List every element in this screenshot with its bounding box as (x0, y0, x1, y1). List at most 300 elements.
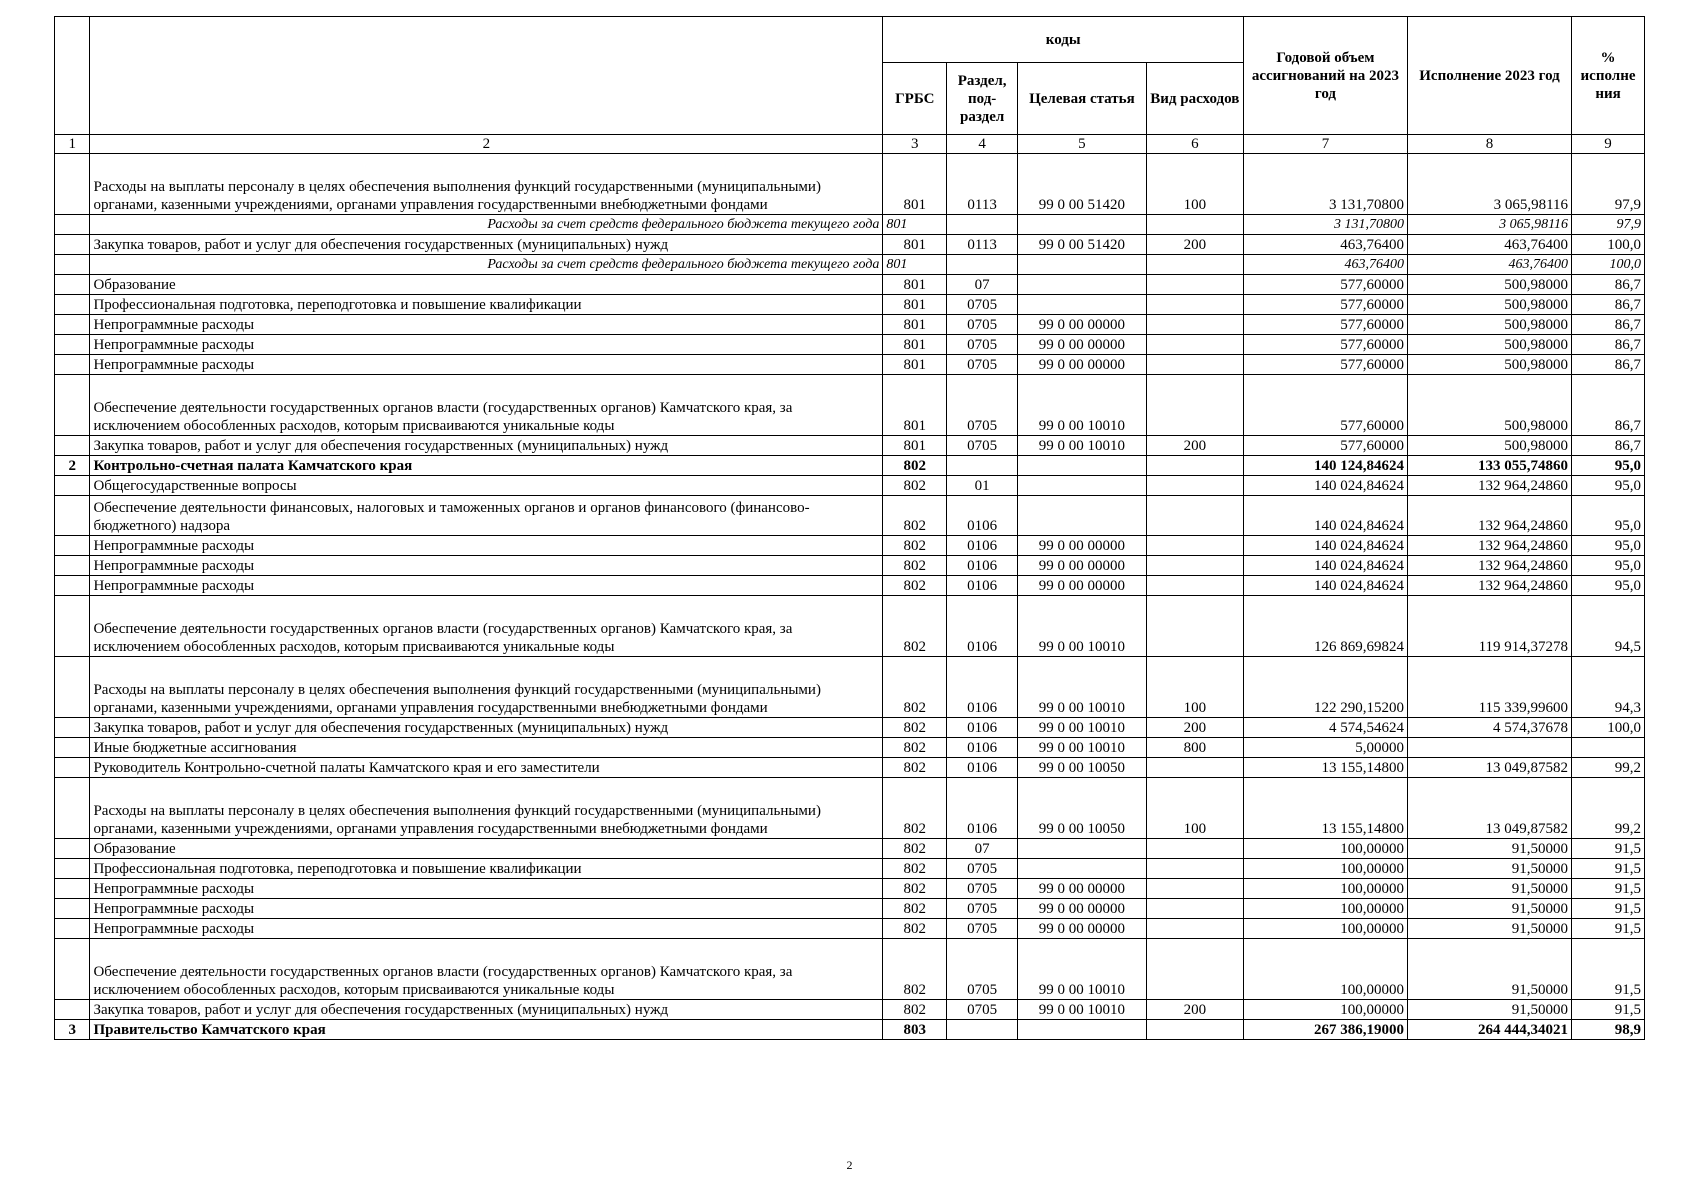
row-section: 0106 (947, 576, 1018, 596)
row-target (1018, 295, 1147, 315)
row-execution: 500,98000 (1407, 275, 1571, 295)
table-row (55, 576, 1645, 596)
row-execution: 115 339,99600 (1407, 657, 1571, 718)
table-row (55, 1020, 1645, 1040)
column-number: 4 (947, 135, 1018, 154)
row-grbs: 801 (883, 215, 947, 235)
row-percent: 98,9 (1572, 1020, 1645, 1040)
row-section: 0705 (947, 295, 1018, 315)
table-row (55, 355, 1645, 375)
table-row (55, 778, 1645, 839)
row-target: 99 0 00 00000 (1018, 315, 1147, 335)
header-empty-num (55, 17, 90, 135)
row-target: 99 0 00 51420 (1018, 154, 1147, 215)
table-row (55, 335, 1645, 355)
row-annual: 577,60000 (1243, 275, 1407, 295)
row-name: Непрограммные расходы (90, 315, 883, 335)
row-execution: 3 065,98116 (1407, 154, 1571, 215)
row-execution: 3 065,98116 (1407, 215, 1571, 235)
row-name: Расходы на выплаты персоналу в целях обеспечения выполнения функций государственными (муниципальными) органами, казенными учреждениями, органами управления государственными внебюджетными фондами (90, 778, 883, 839)
table-row (55, 879, 1645, 899)
table-row (55, 839, 1645, 859)
row-expense-type (1146, 596, 1243, 657)
row-execution: 91,50000 (1407, 879, 1571, 899)
table-row (55, 738, 1645, 758)
table-row (55, 456, 1645, 476)
table-row (55, 1000, 1645, 1020)
row-annual: 100,00000 (1243, 919, 1407, 939)
row-section (947, 456, 1018, 476)
row-target: 99 0 00 10050 (1018, 758, 1147, 778)
row-grbs: 801 (883, 295, 947, 315)
row-execution: 132 964,24860 (1407, 536, 1571, 556)
row-grbs: 802 (883, 919, 947, 939)
row-target: 99 0 00 10010 (1018, 375, 1147, 436)
table-row (55, 496, 1645, 536)
row-execution: 4 574,37678 (1407, 718, 1571, 738)
row-number (55, 275, 90, 295)
row-execution: 500,98000 (1407, 335, 1571, 355)
row-number (55, 556, 90, 576)
column-number: 5 (1018, 135, 1147, 154)
row-name: Расходы за счет средств федерального бюджета текущего года (90, 255, 883, 275)
row-percent: 86,7 (1572, 275, 1645, 295)
row-percent: 99,2 (1572, 778, 1645, 839)
row-target (1018, 859, 1147, 879)
row-percent: 100,0 (1572, 718, 1645, 738)
row-section: 0705 (947, 436, 1018, 456)
row-annual: 4 574,54624 (1243, 718, 1407, 738)
row-annual: 100,00000 (1243, 939, 1407, 1000)
row-grbs: 801 (883, 275, 947, 295)
header-section: Раздел, под-раздел (947, 63, 1018, 135)
row-expense-type: 100 (1146, 657, 1243, 718)
table-row (55, 255, 1645, 275)
row-annual: 577,60000 (1243, 295, 1407, 315)
row-section: 0705 (947, 939, 1018, 1000)
row-number (55, 295, 90, 315)
row-expense-type (1146, 1020, 1243, 1040)
table-row (55, 657, 1645, 718)
table-row (55, 215, 1645, 235)
row-section: 0705 (947, 919, 1018, 939)
row-expense-type: 800 (1146, 738, 1243, 758)
row-target (1018, 255, 1147, 275)
row-number (55, 536, 90, 556)
row-grbs: 803 (883, 1020, 947, 1040)
row-expense-type (1146, 496, 1243, 536)
row-expense-type (1146, 939, 1243, 1000)
row-name: Непрограммные расходы (90, 335, 883, 355)
row-name: Закупка товаров, работ и услуг для обеспечения государственных (муниципальных) нужд (90, 1000, 883, 1020)
row-execution: 91,50000 (1407, 1000, 1571, 1020)
row-target: 99 0 00 10050 (1018, 778, 1147, 839)
table-row (55, 556, 1645, 576)
row-name: Обеспечение деятельности финансовых, налоговых и таможенных органов и органов финансового (финансово-бюджетного) надзора (90, 496, 883, 536)
row-annual: 100,00000 (1243, 899, 1407, 919)
row-percent: 94,5 (1572, 596, 1645, 657)
row-percent: 91,5 (1572, 839, 1645, 859)
budget-sheet (54, 16, 1645, 1040)
row-execution: 119 914,37278 (1407, 596, 1571, 657)
row-name: Закупка товаров, работ и услуг для обеспечения государственных (муниципальных) нужд (90, 718, 883, 738)
row-section: 0106 (947, 738, 1018, 758)
table-row (55, 899, 1645, 919)
table-row (55, 758, 1645, 778)
row-target: 99 0 00 00000 (1018, 556, 1147, 576)
row-expense-type: 200 (1146, 436, 1243, 456)
row-execution: 463,76400 (1407, 235, 1571, 255)
row-number (55, 1000, 90, 1020)
row-grbs: 801 (883, 154, 947, 215)
row-expense-type (1146, 859, 1243, 879)
row-percent: 86,7 (1572, 315, 1645, 335)
row-grbs: 802 (883, 778, 947, 839)
row-section: 0705 (947, 315, 1018, 335)
row-number (55, 476, 90, 496)
table-row (55, 295, 1645, 315)
table-row (55, 939, 1645, 1000)
row-target: 99 0 00 00000 (1018, 879, 1147, 899)
row-execution: 132 964,24860 (1407, 556, 1571, 576)
row-target: 99 0 00 10010 (1018, 939, 1147, 1000)
row-expense-type (1146, 456, 1243, 476)
row-target: 99 0 00 00000 (1018, 576, 1147, 596)
row-percent: 91,5 (1572, 879, 1645, 899)
row-annual: 13 155,14800 (1243, 758, 1407, 778)
row-execution: 500,98000 (1407, 375, 1571, 436)
row-percent (1572, 738, 1645, 758)
row-number (55, 657, 90, 718)
row-percent: 100,0 (1572, 235, 1645, 255)
row-percent: 95,0 (1572, 536, 1645, 556)
row-execution: 91,50000 (1407, 919, 1571, 939)
row-target: 99 0 00 00000 (1018, 536, 1147, 556)
row-execution: 500,98000 (1407, 355, 1571, 375)
row-expense-type (1146, 315, 1243, 335)
row-grbs: 801 (883, 255, 947, 275)
row-annual: 463,76400 (1243, 255, 1407, 275)
row-annual: 577,60000 (1243, 335, 1407, 355)
table-row (55, 859, 1645, 879)
header-grbs: ГРБС (883, 63, 947, 135)
table-row (55, 275, 1645, 295)
row-annual: 126 869,69824 (1243, 596, 1407, 657)
budget-table (54, 16, 1645, 1040)
row-grbs: 801 (883, 375, 947, 436)
row-section: 0106 (947, 778, 1018, 839)
row-execution: 132 964,24860 (1407, 476, 1571, 496)
row-name: Обеспечение деятельности государственных органов власти (государственных органов) Камчатского края, за исключением обособленных расходов, которым присваиваются уникальные коды (90, 939, 883, 1000)
row-percent: 86,7 (1572, 295, 1645, 315)
row-name: Иные бюджетные ассигнования (90, 738, 883, 758)
row-name: Обеспечение деятельности государственных органов власти (государственных органов) Камчатского края, за исключением обособленных расходов, которым присваиваются уникальные коды (90, 596, 883, 657)
row-section: 01 (947, 476, 1018, 496)
header-target: Целевая статья (1018, 63, 1147, 135)
row-grbs: 801 (883, 235, 947, 255)
row-name: Образование (90, 275, 883, 295)
row-expense-type (1146, 375, 1243, 436)
row-annual: 122 290,15200 (1243, 657, 1407, 718)
row-target: 99 0 00 00000 (1018, 355, 1147, 375)
row-target: 99 0 00 00000 (1018, 919, 1147, 939)
row-number (55, 315, 90, 335)
header-empty-name (90, 17, 883, 135)
row-target (1018, 1020, 1147, 1040)
column-number-row (55, 135, 1645, 154)
column-number: 1 (55, 135, 90, 154)
row-expense-type (1146, 215, 1243, 235)
row-percent: 100,0 (1572, 255, 1645, 275)
row-execution: 500,98000 (1407, 436, 1571, 456)
row-expense-type (1146, 556, 1243, 576)
row-target: 99 0 00 00000 (1018, 335, 1147, 355)
row-target: 99 0 00 51420 (1018, 235, 1147, 255)
row-annual: 140 024,84624 (1243, 536, 1407, 556)
row-target (1018, 496, 1147, 536)
row-grbs: 802 (883, 596, 947, 657)
row-section: 0705 (947, 879, 1018, 899)
row-section: 0705 (947, 859, 1018, 879)
row-grbs: 801 (883, 335, 947, 355)
row-name: Образование (90, 839, 883, 859)
row-annual: 140 024,84624 (1243, 476, 1407, 496)
row-execution: 463,76400 (1407, 255, 1571, 275)
row-grbs: 802 (883, 496, 947, 536)
row-target (1018, 275, 1147, 295)
row-annual: 577,60000 (1243, 436, 1407, 456)
row-name: Расходы на выплаты персоналу в целях обеспечения выполнения функций государственными (муниципальными) органами, казенными учреждениями, органами управления государственными внебюджетными фондами (90, 154, 883, 215)
row-execution: 91,50000 (1407, 859, 1571, 879)
row-grbs: 802 (883, 476, 947, 496)
row-number (55, 758, 90, 778)
row-percent: 86,7 (1572, 335, 1645, 355)
row-percent: 94,3 (1572, 657, 1645, 718)
row-name: Непрограммные расходы (90, 536, 883, 556)
row-number (55, 899, 90, 919)
row-expense-type (1146, 899, 1243, 919)
row-expense-type: 100 (1146, 778, 1243, 839)
row-section (947, 215, 1018, 235)
row-expense-type (1146, 355, 1243, 375)
row-target: 99 0 00 10010 (1018, 1000, 1147, 1020)
row-annual: 140 024,84624 (1243, 496, 1407, 536)
row-annual: 577,60000 (1243, 355, 1407, 375)
row-number (55, 215, 90, 235)
row-expense-type (1146, 295, 1243, 315)
table-row (55, 919, 1645, 939)
row-expense-type: 200 (1146, 1000, 1243, 1020)
page-number: 2 (846, 1158, 853, 1172)
row-expense-type (1146, 919, 1243, 939)
row-name: Расходы на выплаты персоналу в целях обеспечения выполнения функций государственными (муниципальными) органами, казенными учреждениями, органами управления государственными внебюджетными фондами (90, 657, 883, 718)
row-name: Непрограммные расходы (90, 879, 883, 899)
row-grbs: 802 (883, 718, 947, 738)
row-annual: 3 131,70800 (1243, 154, 1407, 215)
row-section: 0705 (947, 899, 1018, 919)
row-percent: 86,7 (1572, 436, 1645, 456)
row-name: Непрограммные расходы (90, 556, 883, 576)
row-section: 0106 (947, 536, 1018, 556)
row-grbs: 801 (883, 355, 947, 375)
row-grbs: 801 (883, 436, 947, 456)
row-grbs: 802 (883, 576, 947, 596)
row-execution: 132 964,24860 (1407, 496, 1571, 536)
row-name: Непрограммные расходы (90, 919, 883, 939)
table-row (55, 476, 1645, 496)
row-expense-type (1146, 536, 1243, 556)
row-execution: 500,98000 (1407, 315, 1571, 335)
row-expense-type (1146, 275, 1243, 295)
row-percent: 99,2 (1572, 758, 1645, 778)
row-number (55, 879, 90, 899)
row-target: 99 0 00 10010 (1018, 436, 1147, 456)
row-execution: 132 964,24860 (1407, 576, 1571, 596)
row-percent: 95,0 (1572, 476, 1645, 496)
row-percent: 91,5 (1572, 859, 1645, 879)
row-expense-type (1146, 839, 1243, 859)
row-grbs: 802 (883, 536, 947, 556)
table-row (55, 375, 1645, 436)
row-name: Правительство Камчатского края (90, 1020, 883, 1040)
row-execution: 91,50000 (1407, 839, 1571, 859)
row-section (947, 1020, 1018, 1040)
row-name: Непрограммные расходы (90, 899, 883, 919)
row-grbs: 801 (883, 315, 947, 335)
row-percent: 95,0 (1572, 496, 1645, 536)
row-section: 0106 (947, 556, 1018, 576)
column-number: 2 (90, 135, 883, 154)
row-section: 0106 (947, 758, 1018, 778)
row-target (1018, 839, 1147, 859)
row-target: 99 0 00 10010 (1018, 657, 1147, 718)
row-grbs: 802 (883, 1000, 947, 1020)
header-codes: коды (883, 17, 1244, 63)
row-number (55, 335, 90, 355)
row-annual: 3 131,70800 (1243, 215, 1407, 235)
row-section: 0106 (947, 596, 1018, 657)
row-percent: 91,5 (1572, 899, 1645, 919)
row-execution (1407, 738, 1571, 758)
header-expense-type: Вид расходов (1146, 63, 1243, 135)
row-section: 0705 (947, 1000, 1018, 1020)
row-expense-type (1146, 255, 1243, 275)
row-annual: 577,60000 (1243, 315, 1407, 335)
row-section: 0705 (947, 335, 1018, 355)
column-number: 8 (1407, 135, 1571, 154)
row-percent: 86,7 (1572, 355, 1645, 375)
row-number (55, 919, 90, 939)
header-execution: Исполнение 2023 год (1407, 17, 1571, 135)
table-header (55, 17, 1645, 154)
row-number (55, 576, 90, 596)
row-percent: 95,0 (1572, 576, 1645, 596)
row-target (1018, 456, 1147, 476)
table-row (55, 436, 1645, 456)
row-name: Профессиональная подготовка, переподготовка и повышение квалификации (90, 295, 883, 315)
table-body (55, 154, 1645, 1040)
row-section: 0113 (947, 235, 1018, 255)
row-target: 99 0 00 00000 (1018, 899, 1147, 919)
row-name: Обеспечение деятельности государственных органов власти (государственных органов) Камчатского края, за исключением обособленных расходов, которым присваиваются уникальные коды (90, 375, 883, 436)
row-name: Закупка товаров, работ и услуг для обеспечения государственных (муниципальных) нужд (90, 436, 883, 456)
row-name: Непрограммные расходы (90, 355, 883, 375)
row-number (55, 839, 90, 859)
row-annual: 577,60000 (1243, 375, 1407, 436)
table-row (55, 315, 1645, 335)
row-target: 99 0 00 10010 (1018, 718, 1147, 738)
row-expense-type (1146, 476, 1243, 496)
row-section: 0106 (947, 496, 1018, 536)
row-number (55, 718, 90, 738)
row-percent: 95,0 (1572, 556, 1645, 576)
row-number (55, 939, 90, 1000)
row-percent: 86,7 (1572, 375, 1645, 436)
table-row (55, 596, 1645, 657)
row-annual: 5,00000 (1243, 738, 1407, 758)
row-annual: 100,00000 (1243, 1000, 1407, 1020)
row-grbs: 802 (883, 899, 947, 919)
row-number (55, 859, 90, 879)
row-number (55, 596, 90, 657)
row-annual: 100,00000 (1243, 879, 1407, 899)
row-execution: 264 444,34021 (1407, 1020, 1571, 1040)
row-number (55, 375, 90, 436)
row-annual: 13 155,14800 (1243, 778, 1407, 839)
row-expense-type (1146, 576, 1243, 596)
row-number: 2 (55, 456, 90, 476)
row-name: Контрольно-счетная палата Камчатского края (90, 456, 883, 476)
row-number (55, 355, 90, 375)
row-grbs: 802 (883, 456, 947, 476)
row-grbs: 802 (883, 738, 947, 758)
row-expense-type (1146, 758, 1243, 778)
row-expense-type: 200 (1146, 235, 1243, 255)
row-target (1018, 215, 1147, 235)
header-percent: % исполне ния (1572, 17, 1645, 135)
row-section: 07 (947, 839, 1018, 859)
row-name: Непрограммные расходы (90, 576, 883, 596)
row-name: Профессиональная подготовка, переподготовка и повышение квалификации (90, 859, 883, 879)
row-section: 07 (947, 275, 1018, 295)
row-percent: 91,5 (1572, 939, 1645, 1000)
row-section: 0106 (947, 718, 1018, 738)
row-grbs: 802 (883, 939, 947, 1000)
row-grbs: 802 (883, 556, 947, 576)
row-name: Общегосударственные вопросы (90, 476, 883, 496)
column-number: 9 (1572, 135, 1645, 154)
row-section: 0705 (947, 375, 1018, 436)
row-annual: 140 024,84624 (1243, 556, 1407, 576)
row-name: Расходы за счет средств федерального бюджета текущего года (90, 215, 883, 235)
row-execution: 91,50000 (1407, 899, 1571, 919)
row-expense-type (1146, 335, 1243, 355)
column-number: 3 (883, 135, 947, 154)
row-name: Закупка товаров, работ и услуг для обеспечения государственных (муниципальных) нужд (90, 235, 883, 255)
table-row (55, 235, 1645, 255)
column-number: 7 (1243, 135, 1407, 154)
row-expense-type: 100 (1146, 154, 1243, 215)
row-grbs: 802 (883, 859, 947, 879)
row-section: 0113 (947, 154, 1018, 215)
row-execution: 500,98000 (1407, 295, 1571, 315)
row-annual: 100,00000 (1243, 859, 1407, 879)
row-section: 0106 (947, 657, 1018, 718)
row-percent: 91,5 (1572, 1000, 1645, 1020)
row-number (55, 235, 90, 255)
header-annual: Годовой объем ассигнований на 2023 год (1243, 17, 1407, 135)
row-execution: 13 049,87582 (1407, 758, 1571, 778)
